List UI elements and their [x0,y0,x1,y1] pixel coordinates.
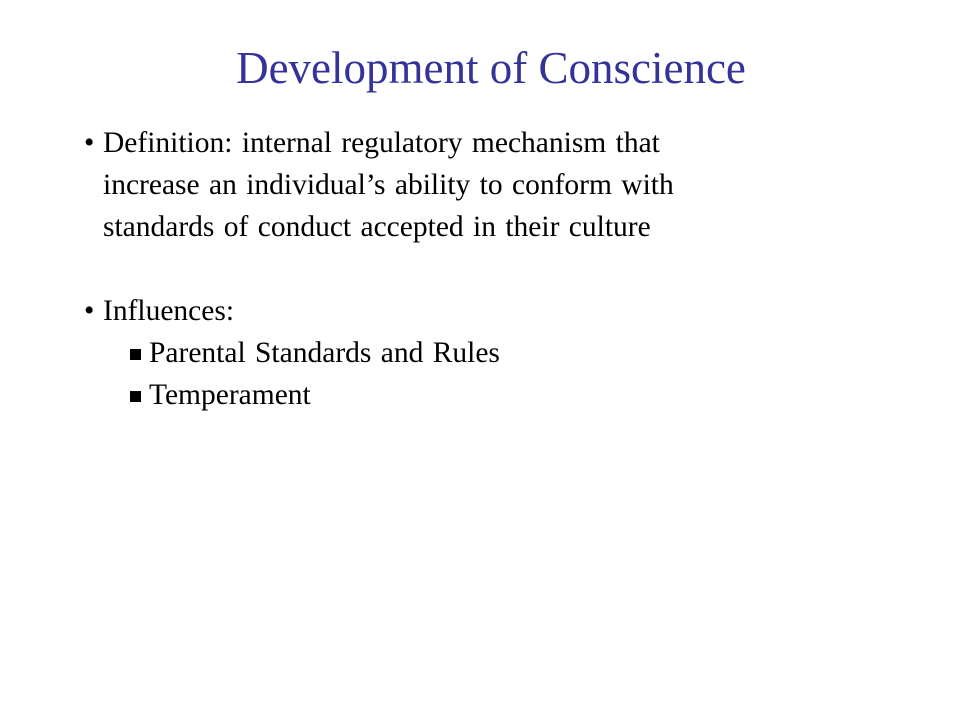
sub-item-label: Parental Standards and Rules [149,337,500,369]
square-bullet-icon [130,349,141,360]
bullet-marker: • [84,295,95,327]
influences-heading: Influences: [103,295,235,327]
slide-title: Development of Conscience [236,43,746,93]
sub-item-parental-standards [84,332,904,374]
sub-item-temperament [84,374,904,416]
definition-line-3: standards of conduct accepted in their culture [103,211,651,243]
bullet-spacer [84,248,904,290]
slide-body [84,122,904,416]
definition-line-1: Definition: internal regulatory mechanism that [103,127,660,159]
bullet-influences [84,290,904,332]
bullet-definition [84,122,904,248]
sub-item-label: Temperament [149,379,311,411]
definition-line-2: increase an individual’s ability to conform with [103,169,674,201]
square-bullet-icon [130,391,141,402]
influences-sub-list [84,332,904,416]
bullet-marker: • [84,127,95,159]
